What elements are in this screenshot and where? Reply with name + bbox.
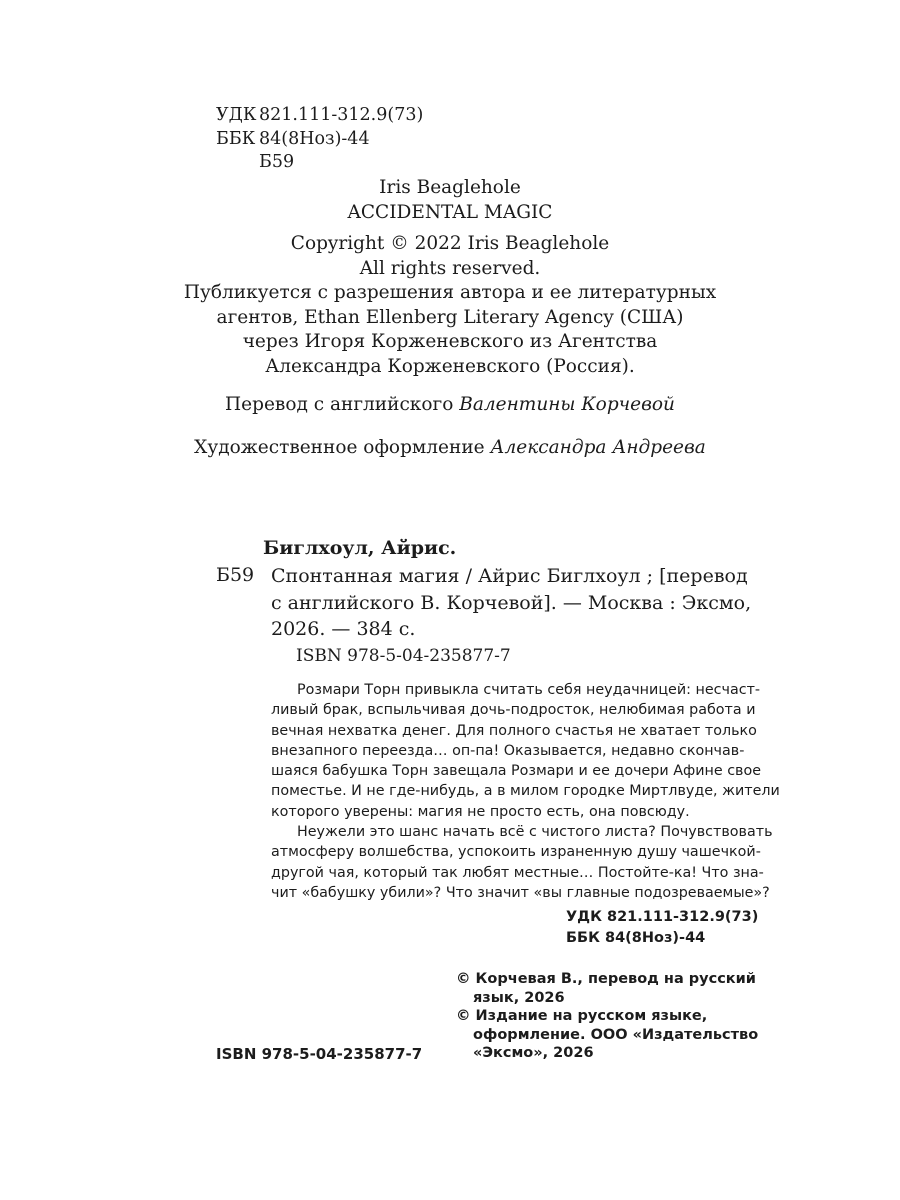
catalog-cipher: Б59 [216,564,255,586]
catalog-entry-line: 2026. — 384 с. [271,618,416,640]
design-credit [160,436,740,461]
catalog-author-heading: Биглхоул, Айрис. [263,537,457,559]
bbk-label: ББК [216,128,256,149]
annotation-line: ливый брак, вспыльчивая дочь-подросток, нелюбимая работа и [271,702,756,719]
bbk-row [216,128,423,152]
annotation-line: Розмари Торн привыкла считать себя неудачницей: несчаст- [297,682,761,698]
annotation-line: атмосферу волшебства, успокоить израненную душу чашечкой- [271,844,761,861]
rights-block [160,232,740,379]
annotation-line: вечная нехватка денег. Для полного счастья не хватает только [271,722,757,739]
catalog-isbn: ISBN 978-5-04-235877-7 [296,646,511,666]
annotation-line: чит «бабушку убили»? Что значит «вы главные подозреваемые»? [271,884,770,901]
edition-copyright: © Издание на русском языке, [456,1008,708,1024]
annotation-line: другой чая, который так любят местные… Постойте-ка! Что зна- [271,864,764,881]
rights-line: All rights reserved. [359,257,541,279]
permission-line: Публикуется с разрешения автора и ее литературных [183,282,717,303]
translator-name: Валентины Корчевой [459,394,675,415]
annotation [271,680,780,903]
edition-copyright-cont: «Эксмо», 2026 [473,1045,594,1061]
udk-bottom: УДК 821.111-312.9(73) [566,909,759,925]
permission-line: агентов, Ethan Ellenberg Literary Agency (США) [216,306,684,328]
annotation-line: внезапного переезда… оп-па! Оказывается, недавно скончав- [271,742,745,759]
original-title: ACCIDENTAL MAGIC [347,201,553,223]
translation-copyright-cont: язык, 2026 [473,989,565,1006]
udk-value: 821.111-312.9(73) [259,105,424,125]
copyright-notices [456,970,758,1063]
permission-line: через Игоря Корженевского из Агентства [242,331,658,352]
catalog-entry-line: с английского В. Корчевой]. — Москва : Эксмо, [271,591,752,614]
annotation-line: Неужели это шанс начать всё с чистого листа? Почувствовать [297,824,773,841]
translation-copyright: © Корчевая В., перевод на русский [456,971,756,987]
original-author: Iris Beaglehole [379,177,521,198]
udk-label: УДК [216,105,257,125]
design-prefix: Художественное оформление [194,437,485,458]
original-title-block [160,176,740,225]
isbn-bottom: ISBN 978-5-04-235877-7 [216,1045,423,1063]
translation-credit [160,393,740,418]
copyright-line: Copyright © 2022 Iris Beaglehole [290,233,610,254]
annotation-line: шаяся бабушка Торн завещала Розмари и ее дочери Афине свое [271,763,762,780]
udk-row [216,104,423,128]
translation-prefix: Перевод с английского [225,394,454,415]
catalog-entry-line: Спонтанная магия / Айрис Биглхоул ; [перевод [271,565,748,587]
bbk-value: 84(8Ноз)-44 [259,128,370,149]
annotation-line: поместье. И не где-нибудь, а в милом городке Миртлвуде, жители [271,783,780,800]
classification-block [216,104,423,175]
catalog-entry [271,563,751,643]
cipher-row [216,151,423,175]
permission-line: Александра Корженевского (Россия). [265,355,635,377]
designer-name: Александра Андреева [490,437,706,458]
classification-bottom [566,907,758,949]
bbk-bottom: ББК 84(8Ноз)-44 [566,930,706,946]
annotation-line: которого уверены: магия не просто есть, она повсюду. [271,803,690,820]
author-cipher: Б59 [259,152,295,172]
edition-copyright-cont: оформление. ООО «Издательство [473,1026,759,1043]
